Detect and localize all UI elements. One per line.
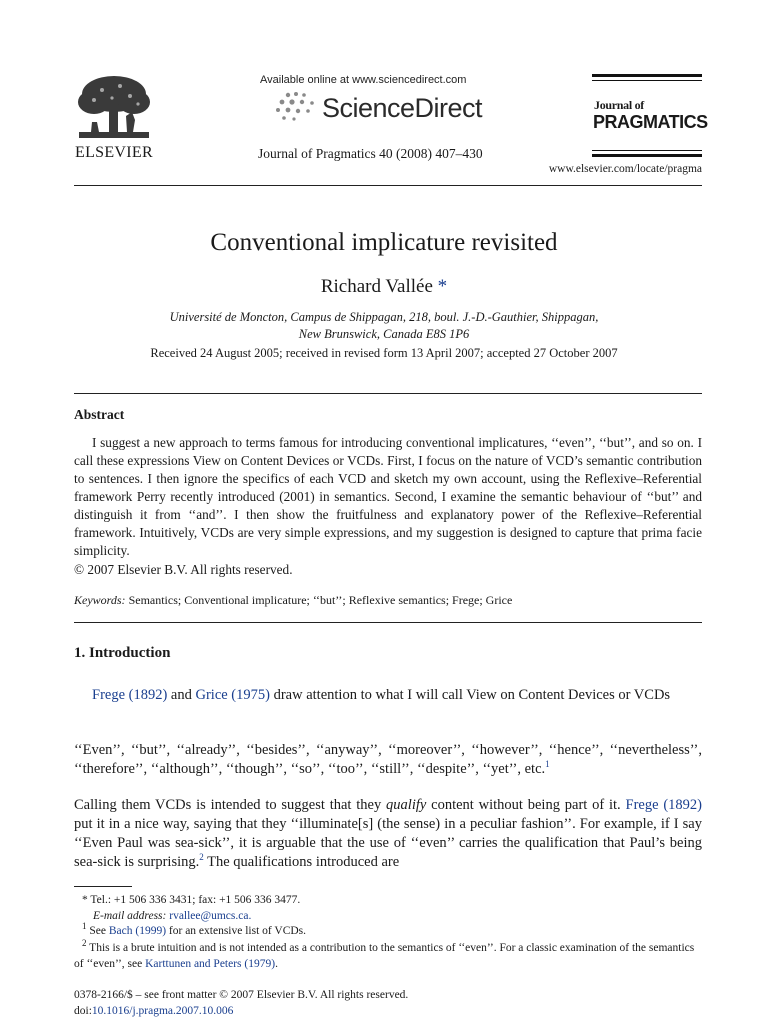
footnote-text: See: [86, 925, 109, 937]
journal-logo-small-text: Journal of: [594, 98, 645, 112]
paragraph-text: ‘‘Even’’, ‘‘but’’, ‘‘already’’, ‘‘besides’’, ‘‘anyway’’, ‘‘moreover’’, ‘‘however’’, ‘‘hence’’, ‘‘nevertheless’’, ‘‘therefore’’, ‘‘although’’, ‘‘though’’, ‘‘so’’, ‘‘too’’, ‘‘still’’, ‘‘despite’’, ‘‘yet’’, etc.: [74, 742, 702, 777]
citation-link[interactable]: Bach (1999): [108, 925, 167, 937]
keywords-label: Keywords:: [74, 593, 126, 607]
footnote-star: * Tel.: +1 506 336 3431; fax: +1 506 336 3477.: [82, 894, 301, 906]
affiliation-line: Université de Moncton, Campus de Shippagan, 218, boul. J.-D.-Gauthier, Shippagan,: [169, 310, 599, 324]
abstract-body: I suggest a new approach to terms famous for introducing conventional implicatures, ‘‘even’’, ‘‘but’’, and so on. I call these expressions View on Content Devices or VCDs. First, I focus on the nature of VCD’s semantic contribution to sentences. I then ignore the specifics of each VCD and sketch my own account, using the Reflexive–Referential framework Perry recently introduced (2001) in semantics. Second, I examine the semantic behaviour of ‘‘but’’ and distinguish it from ‘‘and’’. I then show the fruitfulness and explanatory power of the Reflexive–Referential framework. Intuitively, VCDs are very simple expressions, and my suggestion is designed to capture that prima facie simplicity.: [74, 435, 702, 558]
abstract-divider-top: [74, 393, 702, 394]
footnote-2: [74, 940, 702, 972]
available-online-text: Available online at www.sciencedirect.com: [260, 74, 467, 86]
citation-link[interactable]: Karttunen and Peters (1979): [145, 958, 276, 970]
header-divider: [74, 185, 702, 186]
paragraph-text: and: [167, 687, 196, 703]
email-link[interactable]: rvallee@umcs.ca.: [169, 910, 252, 922]
section-heading: 1. Introduction: [74, 645, 171, 661]
vcd-list-paragraph: [74, 741, 702, 779]
article-title: Conventional implicature revisited: [210, 229, 558, 256]
abstract-divider-bottom: [74, 622, 702, 623]
journal-citation: Journal of Pragmatics 40 (2008) 407–430: [258, 146, 483, 161]
citation-link[interactable]: Grice (1975): [195, 687, 270, 703]
journal-logo-rule: [592, 150, 702, 151]
journal-logo-big-text: PRAGMATICS: [593, 112, 708, 132]
footnote-number: 2: [82, 938, 87, 949]
citation-link[interactable]: Frege (1892): [625, 797, 702, 813]
footnote-number: 1: [82, 921, 87, 932]
intro-paragraph: [74, 796, 702, 872]
footnote-text: .: [275, 958, 278, 970]
affiliation: [0, 309, 768, 343]
paragraph-text: draw attention to what I will call View on Content Devices or VCDs: [269, 687, 671, 703]
doi-label: doi:: [74, 1005, 92, 1017]
footnote-divider: [74, 886, 132, 887]
footnote-text: This is a brute intuition and is not intended as a contribution to the semantics of ‘‘even’’. For a classic examination of the semantics of ‘‘even’’, see: [74, 942, 695, 970]
journal-url[interactable]: www.elsevier.com/locate/pragma: [548, 163, 702, 175]
abstract-heading: Abstract: [74, 407, 125, 422]
keywords-list: Semantics; Conventional implicature; ‘‘but’’; Reflexive semantics; Frege; Grice: [128, 593, 513, 607]
elsevier-tree-logo: [74, 72, 154, 142]
journal-logo-rule: [592, 74, 702, 77]
footnote-text: for an extensive list of VCDs.: [166, 925, 307, 937]
author-line: [0, 276, 768, 298]
paragraph-text: Calling them VCDs is intended to suggest that they: [74, 797, 387, 813]
footnote-email: [74, 908, 721, 924]
journal-logo-rule: [592, 80, 702, 81]
affiliation-line: New Brunswick, Canada E8S 1P6: [298, 327, 470, 341]
doi-line: [74, 1005, 233, 1017]
citation-link[interactable]: Frege (1892): [92, 687, 168, 703]
paragraph-text: put it in a nice way, saying that they ‘‘illuminate[s] (the sense) in a peculiar fashion’’. For example, if I say ‘‘Even Paul was sea-sick’’, it is arguable that the use of ‘‘even’’ carries the qualification that Paul’s being sea-sick is surprising.: [74, 816, 702, 870]
received-dates: Received 24 August 2005; received in revised form 13 April 2007; accepted 27 October 2007: [150, 346, 618, 360]
email-label: E-mail address:: [93, 910, 167, 922]
sciencedirect-wordmark: ScienceDirect: [322, 93, 483, 123]
abstract-copyright: © 2007 Elsevier B.V. All rights reserved.: [74, 562, 293, 577]
intro-paragraph: [74, 686, 702, 705]
author-footnote-link[interactable]: *: [437, 276, 448, 297]
emphasis-text: qualify: [386, 797, 427, 813]
doi-link[interactable]: 10.1016/j.pragma.2007.10.006: [91, 1005, 234, 1017]
journal-logo-rule: [592, 154, 702, 157]
paragraph-text: The qualifications introduced are: [203, 854, 400, 870]
paragraph-text: content without being part of it.: [426, 797, 626, 813]
footnote-ref[interactable]: 2: [199, 852, 204, 863]
publisher-wordmark: ELSEVIER: [75, 144, 153, 161]
footnote-ref[interactable]: 1: [545, 759, 550, 770]
author-name: Richard Vallée: [320, 276, 433, 297]
footnote-1: [74, 923, 710, 939]
keywords: [74, 593, 512, 608]
issn-line: 0378-2166/$ – see front matter © 2007 Elsevier B.V. All rights reserved.: [74, 989, 409, 1001]
